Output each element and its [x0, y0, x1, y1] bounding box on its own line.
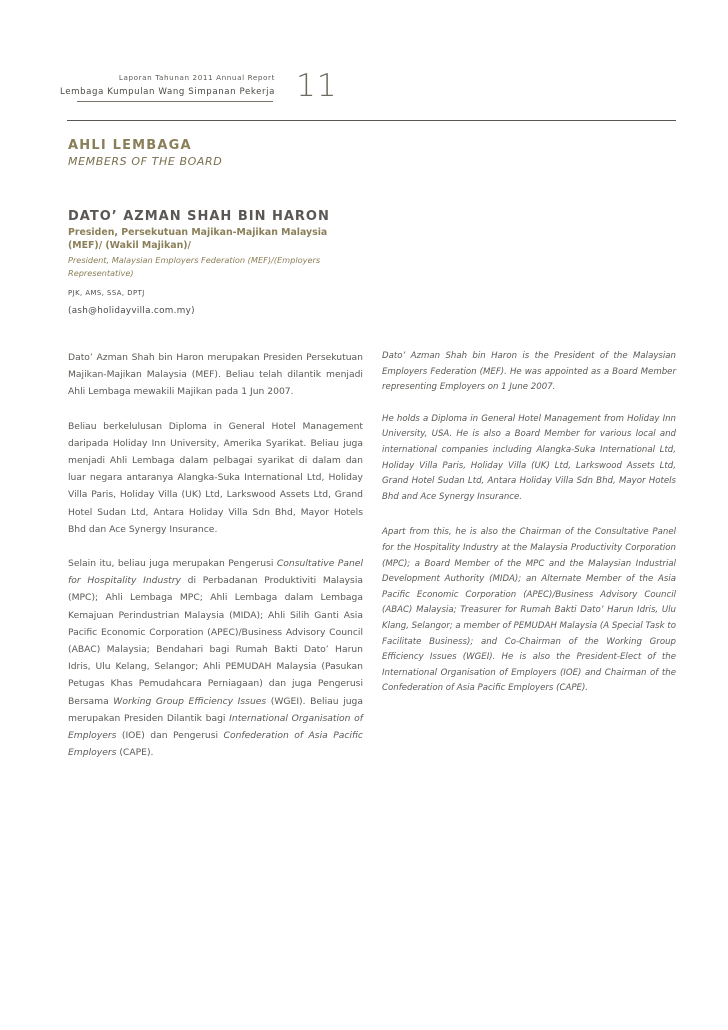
header-divider [77, 101, 273, 102]
bio-en-paragraph-2: He holds a Diploma in General Hotel Management from Holiday Inn University, USA. He is also a Board Member for various local and international companies including Alangka-Suka International Ltd, Holiday Villa Paris, Holiday Villa (UK) Ltd, Larkswood Assets Ltd, Grand Hotel Sudan Ltd, Antara Holiday Villa Sdn Bhd, Mayor Hotels Bhd and Ace Synergy Insurance. [382, 413, 676, 502]
section-subtitle: MEMBERS OF THE BOARD [68, 155, 223, 168]
bio-ms-paragraph-3 [68, 555, 363, 761]
bio-ms-text: (IOE) dan Pengerusi [116, 730, 224, 742]
bio-ms-italic-term: Consultative Panel for Hospitality Industry [68, 558, 363, 587]
person-email: (ash@holidayvilla.com.my) [68, 306, 195, 316]
bio-ms-text: (WGEI). Beliau juga merupakan Presiden Dilantik bagi [68, 695, 363, 724]
person-position-malay: Presiden, Persekutuan Majikan-Majikan Malaysia (MEF)/ (Wakil Majikan)/ [68, 227, 328, 251]
section-divider [67, 120, 676, 121]
bio-en-paragraph-3: Apart from this, he is also the Chairman of the Consultative Panel for the Hospitality Industry at the Malaysia Productivity Corporation (MPC); a Board Member of the MPC and the Malaysian Industrial Development Authority (MIDA); an Alternate Member of the Asia Pacific Economic Corporation (APEC)/Business Advisory Council (ABAC) Malaysia; Treasurer for Rumah Bakti Dato’ Harun Idris, Ulu Klang, Selangor; a member of PEMUDAH Malaysia (A Special Task to Facilitate Business); and Co-Chairman of the Working Group Efficiency Issues (WGEI). He is also the President-Elect of the International Organisation of Employers (IOE) and Chairman of the Confederation of Asia Pacific Employers (CAPE). [382, 527, 676, 694]
biography-malay [68, 349, 363, 761]
page-number: 11 [296, 68, 338, 104]
bio-ms-text: Selain itu, beliau juga merupakan Pengerusi [68, 558, 277, 570]
report-title: Laporan Tahunan 2011 Annual Report [118, 73, 275, 82]
bio-ms-paragraph-2: Beliau berkelulusan Diploma in General Hotel Management daripada Holiday Inn University, Amerika Syarikat. Beliau juga menjadi Ahli Lembaga dalam pelbagai syarikat di dalam dan luar negara antaranya Alangka-Suka International Ltd, Holiday Villa Paris, Holiday Villa (UK) Ltd, Larkswood Assets Ltd, Grand Hotel Sudan Ltd, Antara Holiday Villa Sdn Bhd, Mayor Hotels Bhd dan Ace Synergy Insurance. [68, 420, 363, 535]
bio-ms-italic-term: Working Group Efficiency Issues [113, 695, 267, 707]
section-title: AHLI LEMBAGA [68, 138, 192, 153]
bio-ms-text: (CAPE). [116, 747, 154, 759]
organisation-name: Lembaga Kumpulan Wang Simpanan Pekerja [60, 87, 276, 97]
bio-ms-italic-term: International Organisation of Employers [68, 712, 364, 742]
person-position-english: President, Malaysian Employers Federation (MEF)/(Employers Representative) [68, 255, 321, 278]
bio-ms-paragraph-1: Dato’ Azman Shah bin Haron merupakan Presiden Persekutuan Majikan-Majikan Malaysia (MEF). Beliau telah dilantik menjadi Ahli Lembaga mewakili Majikan pada 1 Jun 2007. [68, 352, 363, 398]
bio-ms-italic-term: Confederation of Asia Pacific Employers [68, 730, 363, 759]
bio-ms-text: di Perbadanan Produktiviti Malaysia (MPC); Ahli Lembaga MPC; Ahli Lembaga dalam Lembaga Kemajuan Perindustrian Malaysia (MIDA); Ahli Silih Ganti Asia Pacific Economic Corporation (APEC)/Business Advisory Council (ABAC) Malaysia; Bendahari bagi Rumah Bakti Dato’ Harun Idris, Ulu Kelang, Selangor; Ahli PEMUDAH Malaysia (Pasukan Petugas Khas Pemudahcara Perniagaan) dan juga Pengerusi Bersama [68, 575, 364, 707]
person-name: DATO’ AZMAN SHAH BIN HARON [68, 209, 330, 224]
person-honours: PJK, AMS, SSA, DPTJ [68, 289, 145, 297]
biography-english [382, 349, 676, 713]
bio-en-paragraph-1: Dato’ Azman Shah bin Haron is the President of the Malaysian Employers Federation (MEF). He was appointed as a Board Member representing Employers on 1 June 2007. [382, 351, 676, 393]
